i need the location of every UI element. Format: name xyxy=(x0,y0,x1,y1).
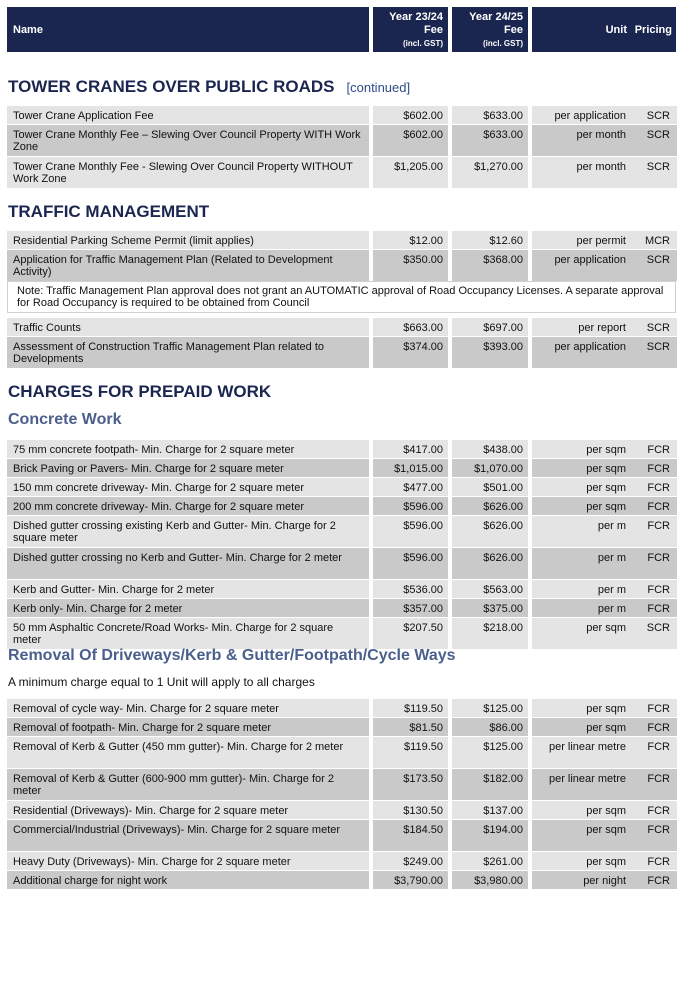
header-year1-label: Year 23/24 xyxy=(389,11,443,23)
table-row xyxy=(7,497,676,515)
row-pricing: MCR xyxy=(644,235,670,247)
row-name: Traffic Counts xyxy=(7,318,369,336)
header-name: Name xyxy=(7,7,369,52)
header-pricing: Pricing xyxy=(631,7,676,52)
row-pricing: FCR xyxy=(647,773,670,785)
row-fee-2425: $697.00 xyxy=(452,318,528,336)
row-pricing: SCR xyxy=(646,622,670,634)
row-name: Removal of Kerb & Gutter (600-900 mm gutter)- Min. Charge for 2 meter xyxy=(7,769,369,800)
row-fee-2425: $368.00 xyxy=(452,250,528,281)
row-unit: per sqm xyxy=(532,718,677,736)
row-fee-2324: $81.50 xyxy=(373,718,448,736)
row-name: 200 mm concrete driveway- Min. Charge for 2 square meter xyxy=(7,497,369,515)
row-fee-2324: $249.00 xyxy=(373,852,448,870)
row-unit: per application xyxy=(532,250,677,281)
row-pricing: FCR xyxy=(647,482,670,494)
concrete-table xyxy=(7,440,676,650)
row-unit: per m xyxy=(532,580,677,598)
row-fee-2425: $626.00 xyxy=(452,548,528,579)
row-fee-2324: $602.00 xyxy=(373,125,448,156)
table-row xyxy=(7,580,676,598)
row-fee-2425: $393.00 xyxy=(452,337,528,368)
row-fee-2425: $501.00 xyxy=(452,478,528,496)
traffic-note-wrap xyxy=(7,281,676,313)
row-name: Application for Traffic Management Plan (Related to Development Activity) xyxy=(7,250,369,281)
table-row xyxy=(7,106,676,124)
row-fee-2324: $596.00 xyxy=(373,548,448,579)
table-row xyxy=(7,231,676,249)
table-row xyxy=(7,737,676,768)
row-pricing: SCR xyxy=(646,322,670,334)
row-name: Assessment of Construction Traffic Management Plan related to Developments xyxy=(7,337,369,368)
row-fee-2324: $3,790.00 xyxy=(373,871,448,889)
subsection-title-concrete: Concrete Work xyxy=(8,411,122,428)
row-fee-2324: $477.00 xyxy=(373,478,448,496)
row-unit: per linear metre xyxy=(532,769,677,800)
table-row xyxy=(7,478,676,496)
traffic-table-a xyxy=(7,231,676,282)
row-pricing: FCR xyxy=(647,741,670,753)
row-fee-2425: $375.00 xyxy=(452,599,528,617)
row-pricing: SCR xyxy=(646,110,670,122)
tower-cranes-title: TOWER CRANES OVER PUBLIC ROADS xyxy=(8,77,335,96)
row-name: Dished gutter crossing no Kerb and Gutter- Min. Charge for 2 meter xyxy=(7,548,369,579)
row-pricing: SCR xyxy=(646,129,670,141)
row-name: 150 mm concrete driveway- Min. Charge for 2 square meter xyxy=(7,478,369,496)
row-name: Kerb only- Min. Charge for 2 meter xyxy=(7,599,369,617)
header-year2 xyxy=(452,7,528,52)
header-year2-label: Year 24/25 xyxy=(469,11,523,23)
row-unit: per sqm xyxy=(532,618,677,649)
row-name: 75 mm concrete footpath- Min. Charge for 2 square meter xyxy=(7,440,369,458)
row-fee-2425: $3,980.00 xyxy=(452,871,528,889)
row-unit: per sqm xyxy=(532,699,677,717)
row-fee-2425: $194.00 xyxy=(452,820,528,851)
header-year2-gst: (incl. GST) xyxy=(483,39,523,48)
row-fee-2324: $596.00 xyxy=(373,497,448,515)
row-name: Brick Paving or Pavers- Min. Charge for 2 square meter xyxy=(7,459,369,477)
row-name: Residential (Driveways)- Min. Charge for 2 square meter xyxy=(7,801,369,819)
row-fee-2324: $602.00 xyxy=(373,106,448,124)
row-fee-2425: $182.00 xyxy=(452,769,528,800)
row-name: Commercial/Industrial (Driveways)- Min. Charge for 2 square meter xyxy=(7,820,369,851)
row-fee-2324: $130.50 xyxy=(373,801,448,819)
row-fee-2425: $626.00 xyxy=(452,497,528,515)
table-row xyxy=(7,157,676,188)
row-fee-2324: $536.00 xyxy=(373,580,448,598)
row-unit: per sqm xyxy=(532,852,677,870)
row-name: Residential Parking Scheme Permit (limit applies) xyxy=(7,231,369,249)
section-title-traffic: TRAFFIC MANAGEMENT xyxy=(8,202,210,221)
row-fee-2324: $596.00 xyxy=(373,516,448,547)
row-pricing: FCR xyxy=(647,444,670,456)
traffic-note: Note: Traffic Management Plan approval does not grant an AUTOMATIC approval of Road Occupancy Licenses. A separate approval for Road Occupancy is required to be obtained from Council xyxy=(7,281,676,313)
row-unit: per m xyxy=(532,516,677,547)
header-year1-gst: (incl. GST) xyxy=(403,39,443,48)
table-row xyxy=(7,718,676,736)
row-fee-2324: $207.50 xyxy=(373,618,448,649)
table-row xyxy=(7,318,676,336)
row-fee-2425: $125.00 xyxy=(452,699,528,717)
table-row xyxy=(7,599,676,617)
table-row xyxy=(7,769,676,800)
row-name: Kerb and Gutter- Min. Charge for 2 meter xyxy=(7,580,369,598)
row-name: 50 mm Asphaltic Concrete/Road Works- Min. Charge for 2 square meter xyxy=(7,618,369,649)
row-fee-2324: $357.00 xyxy=(373,599,448,617)
header-year2-fee: Fee xyxy=(504,24,523,36)
row-fee-2425: $633.00 xyxy=(452,125,528,156)
table-row xyxy=(7,250,676,281)
row-name: Removal of Kerb & Gutter (450 mm gutter)- Min. Charge for 2 meter xyxy=(7,737,369,768)
row-name: Removal of cycle way- Min. Charge for 2 square meter xyxy=(7,699,369,717)
row-pricing: FCR xyxy=(647,856,670,868)
section-title-tower-cranes xyxy=(8,77,410,97)
table-row xyxy=(7,125,676,156)
table-row xyxy=(7,459,676,477)
row-pricing: FCR xyxy=(647,875,670,887)
row-fee-2425: $1,270.00 xyxy=(452,157,528,188)
row-fee-2324: $12.00 xyxy=(373,231,448,249)
tower-cranes-table xyxy=(7,106,676,189)
row-fee-2324: $173.50 xyxy=(373,769,448,800)
table-row xyxy=(7,852,676,870)
table-row xyxy=(7,516,676,547)
row-name: Additional charge for night work xyxy=(7,871,369,889)
row-pricing: FCR xyxy=(647,703,670,715)
table-row xyxy=(7,548,676,579)
row-unit: per sqm xyxy=(532,459,677,477)
row-unit: per night xyxy=(532,871,677,889)
row-unit: per permit xyxy=(532,231,677,249)
row-name: Tower Crane Monthly Fee – Slewing Over Council Property WITH Work Zone xyxy=(7,125,369,156)
table-row xyxy=(7,618,676,649)
row-unit: per linear metre xyxy=(532,737,677,768)
row-pricing: SCR xyxy=(646,254,670,266)
row-pricing: FCR xyxy=(647,722,670,734)
row-fee-2425: $438.00 xyxy=(452,440,528,458)
row-fee-2324: $663.00 xyxy=(373,318,448,336)
row-pricing: FCR xyxy=(647,584,670,596)
row-unit: per application xyxy=(532,337,677,368)
row-pricing: FCR xyxy=(647,501,670,513)
row-unit: per sqm xyxy=(532,440,677,458)
row-name: Removal of footpath- Min. Charge for 2 square meter xyxy=(7,718,369,736)
row-unit: per report xyxy=(532,318,677,336)
subsection-title-removal: Removal Of Driveways/Kerb & Gutter/Footpath/Cycle Ways xyxy=(8,647,456,664)
row-fee-2324: $1,015.00 xyxy=(373,459,448,477)
row-pricing: FCR xyxy=(647,552,670,564)
removal-table xyxy=(7,699,676,890)
row-fee-2425: $1,070.00 xyxy=(452,459,528,477)
row-unit: per sqm xyxy=(532,497,677,515)
row-fee-2425: $261.00 xyxy=(452,852,528,870)
table-row xyxy=(7,801,676,819)
row-fee-2324: $350.00 xyxy=(373,250,448,281)
section-title-prepaid: CHARGES FOR PREPAID WORK xyxy=(8,382,272,401)
row-unit: per month xyxy=(532,157,677,188)
row-name: Dished gutter crossing existing Kerb and Gutter- Min. Charge for 2 square meter xyxy=(7,516,369,547)
row-fee-2425: $218.00 xyxy=(452,618,528,649)
row-fee-2425: $137.00 xyxy=(452,801,528,819)
row-fee-2425: $633.00 xyxy=(452,106,528,124)
row-pricing: FCR xyxy=(647,603,670,615)
row-pricing: FCR xyxy=(647,824,670,836)
row-name: Tower Crane Application Fee xyxy=(7,106,369,124)
row-fee-2324: $1,205.00 xyxy=(373,157,448,188)
row-fee-2425: $125.00 xyxy=(452,737,528,768)
header-year1-fee: Fee xyxy=(424,24,443,36)
row-pricing: SCR xyxy=(646,161,670,173)
continued-label: [continued] xyxy=(346,80,411,95)
table-row xyxy=(7,699,676,717)
row-unit: per sqm xyxy=(532,478,677,496)
removal-note: A minimum charge equal to 1 Unit will apply to all charges xyxy=(8,675,315,689)
row-pricing: SCR xyxy=(646,341,670,353)
row-pricing: FCR xyxy=(647,805,670,817)
row-fee-2425: $626.00 xyxy=(452,516,528,547)
row-unit: per m xyxy=(532,599,677,617)
row-fee-2425: $86.00 xyxy=(452,718,528,736)
row-unit: per sqm xyxy=(532,801,677,819)
row-unit: per month xyxy=(532,125,677,156)
row-pricing: FCR xyxy=(647,520,670,532)
row-unit: per m xyxy=(532,548,677,579)
table-row xyxy=(7,440,676,458)
traffic-table-b xyxy=(7,318,676,369)
row-fee-2324: $417.00 xyxy=(373,440,448,458)
row-fee-2324: $184.50 xyxy=(373,820,448,851)
row-fee-2425: $563.00 xyxy=(452,580,528,598)
table-row xyxy=(7,871,676,889)
header-unit: Unit xyxy=(532,7,631,52)
row-fee-2425: $12.60 xyxy=(452,231,528,249)
row-unit: per application xyxy=(532,106,677,124)
row-fee-2324: $119.50 xyxy=(373,737,448,768)
header-year1 xyxy=(373,7,448,52)
row-fee-2324: $119.50 xyxy=(373,699,448,717)
table-row xyxy=(7,820,676,851)
table-row xyxy=(7,337,676,368)
row-name: Tower Crane Monthly Fee - Slewing Over Council Property WITHOUT Work Zone xyxy=(7,157,369,188)
row-name: Heavy Duty (Driveways)- Min. Charge for 2 square meter xyxy=(7,852,369,870)
row-fee-2324: $374.00 xyxy=(373,337,448,368)
row-pricing: FCR xyxy=(647,463,670,475)
row-unit: per sqm xyxy=(532,820,677,851)
